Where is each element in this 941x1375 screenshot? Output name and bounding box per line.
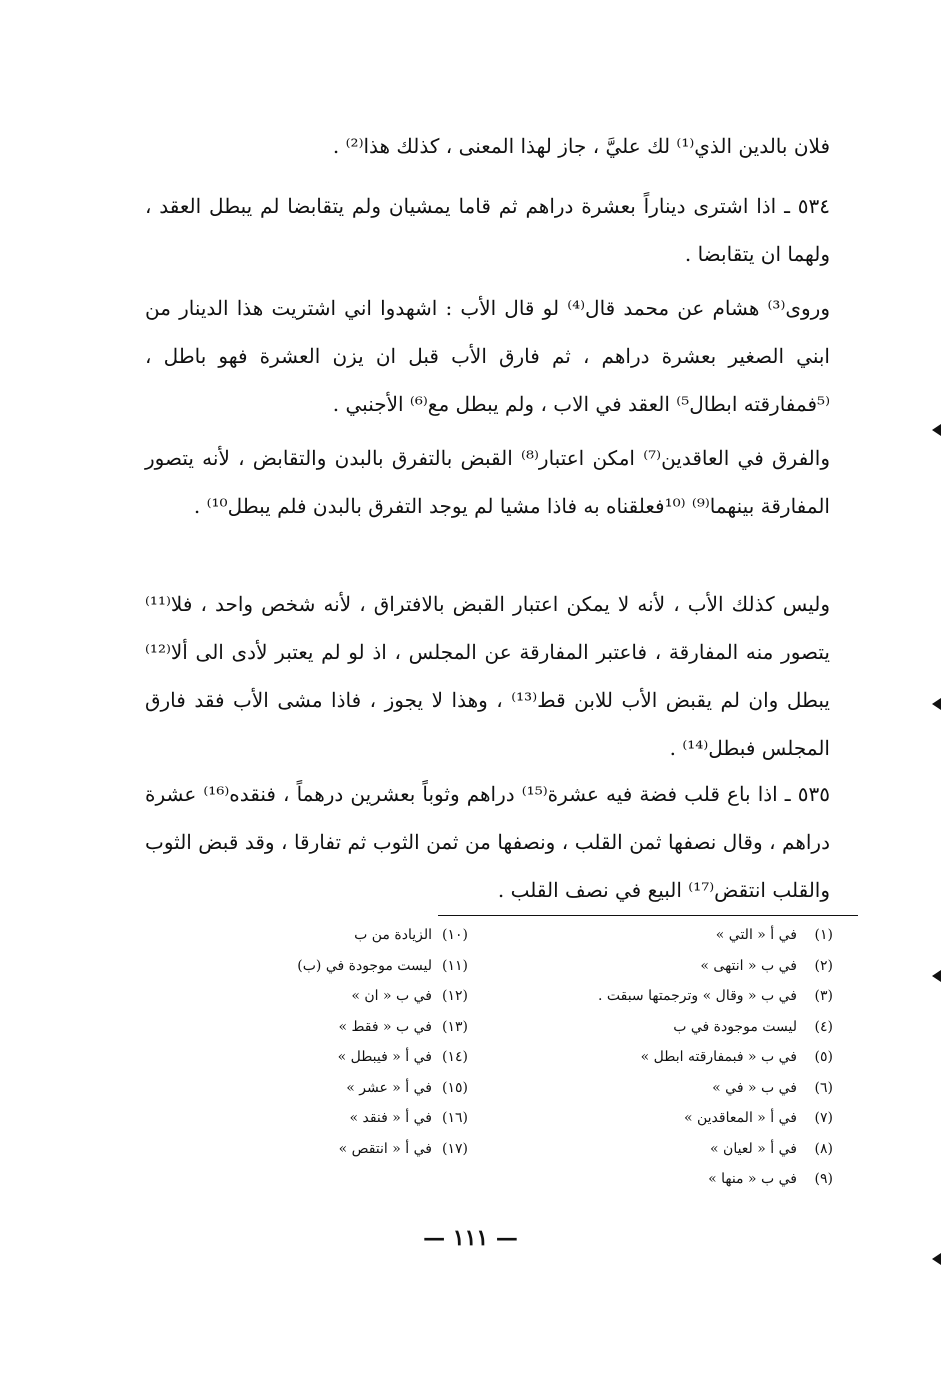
paragraph-intro: فلان بالدين الذي⁽¹⁾ لك عليَّ ، جاز لهذا المعنى ، كذلك هذا⁽²⁾ . <box>332 134 830 158</box>
footnote-item: (٨)في أ « لعيان » <box>710 1140 833 1157</box>
footnote-item: (١٧)في أ « انتقص » <box>338 1140 468 1157</box>
footnote-item: (٤)ليست موجودة في ب <box>673 1018 833 1035</box>
footnotes-right-column <box>598 920 833 1195</box>
footnote-item: (١٥)في أ « عشر » <box>346 1079 468 1096</box>
footnote-item: (٥)في ب « فبمفارقته ابطل » <box>640 1049 833 1065</box>
footnote-divider <box>438 915 858 916</box>
margin-marker <box>932 970 941 982</box>
paragraph-535: ٥٣٥ ـ اذا باع قلب فضة فيه عشرة⁽¹⁵⁾ دراهم وثوباً بعشرين درهماً ، فنقده⁽¹⁶⁾ عشرة دراهم ، وقال نصفها ثمن القلب ، ونصفها من ثمن الثوب ثم تفارقا ، وقد قبض الثوب والقلب انتقض⁽¹⁷⁾ البيع في نصف القلب . <box>145 782 830 902</box>
margin-marker <box>932 424 941 436</box>
footnotes-left-column <box>297 920 468 1164</box>
footnote-item: (١)في أ « التي » <box>715 927 833 943</box>
paragraph-534: ٥٣٤ ـ اذا اشترى ديناراً بعشرة دراهم ثم قاما يمشيان ولم يتقابضا لم يبطل العقد ، ولهما ان يتقابضا . <box>145 194 830 266</box>
footnote-item: (٣)في ب « وقال » وترجمتها سبقت . <box>597 988 833 1004</box>
margin-marker <box>932 698 941 710</box>
paragraph-father: وليس كذلك الأب ، لأنه لا يمكن اعتبار القبض بالافتراق ، لأنه شخص واحد ، فلا⁽¹¹⁾ يتصور منه المفارقة ، فاعتبر المفارقة عن المجلس ، اذ لو لم يعتبر لأدى الى ألا⁽¹²⁾ يبطل وان لم يقبض الأب للابن قط⁽¹³⁾ ، وهذا لا يجوز ، فاذا مشى الأب فقد فارق المجلس فبطل⁽¹⁴⁾ . <box>145 592 830 760</box>
paragraph-difference: والفرق في العاقدين⁽⁷⁾ امكن اعتبار⁽⁸⁾ القبض بالتفرق بالبدن والتقابض ، لأنه يتصور المفارقة بينهما⁽⁹⁾ ⁽¹⁰فعلقناه به فاذا مشيا لم يوجد التفرق بالبدن فلم يبطل¹⁰⁾ . <box>145 446 830 518</box>
footnote-item: (٢)في ب « انتهى » <box>700 957 833 974</box>
page-number: — ١١١ — <box>423 1225 518 1251</box>
footnote-item: (٩)في ب « منها » <box>708 1171 833 1187</box>
footnote-item: (١٤)في أ « فيبطل » <box>337 1049 468 1065</box>
footnote-item: (١٦)في أ « فنقد » <box>349 1110 468 1126</box>
footnote-item: (١٢)في ب « ان » <box>351 988 468 1004</box>
footnote-item: (٧)في أ « المعاقدين » <box>683 1110 833 1126</box>
footnote-item: (٦)في ب « في » <box>712 1079 833 1096</box>
footnote-item: (١١)ليست موجودة في (ب) <box>297 957 468 974</box>
margin-marker <box>932 1253 941 1265</box>
footnote-item: (١٠)الزيادة من ب <box>354 927 468 943</box>
paragraph-hisham: وروى⁽³⁾ هشام عن محمد قال⁽⁴⁾ لو قال الأب : اشهدوا اني اشتريت هذا الدينار من ابني الصغير بعشرة دراهم ، ثم فارق الأب قبل ان يزن العشرة فهو باطل ، ⁽⁵فمفارقته ابطال⁵⁾ العقد في الاب ، ولم يبطل مع⁽⁶⁾ الأجنبي . <box>145 296 830 416</box>
footnote-item: (١٣)في ب « فقط » <box>338 1018 468 1035</box>
